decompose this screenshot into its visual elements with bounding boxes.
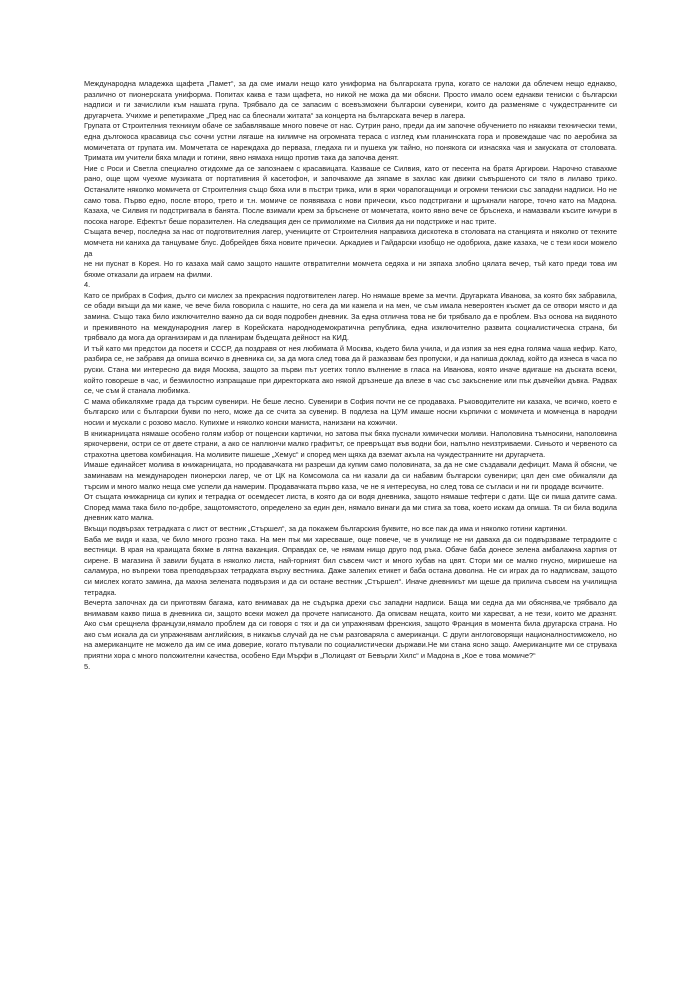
chapter-number-5: 5. (84, 661, 91, 671)
paragraph-3: Ние с Роси и Светла специално отидохме да се запознаем с красавицата. Казваше се Силвия, като от песента на братя Аргирови. Нарочно ставахме рано, още щом чуехме музиката от портативния й касетофон, и започвахме да зяпаме в захлас как движи съвършеното си тяло в лилаво трико. Останалите няколко момичета от Строителния също бяха или в пъстри трика, или в ярки чорапогащници и огромни тениски със западни надписи. Но не само това. Първо едно, после второ, трето и т.н. момиче се появяваха с нови прически, късо подстригани и щръкнали нагоре, точно като на Мадона. Казаха, че Силвия ги подстригвала в банята. После взимали крем за бръснене от момчетата, които явно вече се бръснеха, и намазвали късите кичури в посока нагоре. Ефектът беше поразителен. На следващия ден се примолихме на Силвия да ни подстриже и нас трите. (84, 163, 617, 226)
paragraph-2: Групата от Строителния техникум обаче се забавляваше много повече от нас. Сутрин рано, преди да им започне обучението по някакви технически теми, една дългокоса красавица със сочни устни лягаше на килимче на огромната тераса с изглед към планинската гора и провеждаше час по аеробика за момичетата от групата им. Момчетата се нареждаха до перваза, гледаха ги и пушеха уж тайно, но понякога си изнасяха чая и закуската от столовата. Тримата им учители бяха млади и готини, явно нямаха нищо против така да започва денят. (84, 121, 617, 163)
paragraph-11: От същата книжарница си купих и тетрадка от осемдесет листа, в която да си водя дневника, защото нямаше тефтери с дати. Ще си пиша датите сама. Според мама така било по-добре, защотомястото, определено за един ден, нямало винаги да ми стига за това, което искам да опиша. Тя си била водила дневник като малка. (84, 492, 617, 523)
paragraph-14: Вечерта започнах да си приготвям багажа, като внимавах да не съдържа дрехи със западни надписи. Баща ми седна да ми обяснява,че трябвало да внимавам какво пиша в дневника си, защото всеки можел да прочете написаното. Да описвам нещата, които ми харесват, а не тези, които ме дразнят. Ако съм срещнела французи,нямало проблем да си говоря с тях и да си упражнявам френския, защото Франция в момента била другарска страна. Но ако съм искала да си упражнявам английския, в никакъв случай да не съм разговаряла с американци. С други англоговорящи националностиможело, но на американците не можело да им се има доверие, когато пътували по социалистически държави.Не ми стана ясно защо. Американците ми се струваха приятни хора с много положителни качества, особено Еди Мърфи в „Полицаят от Бевърли Хилс“ и Мадона в „Кое е това момиче?“ (84, 598, 617, 661)
paragraph-5: не ни пуснат в Корея. Но го казаха май само защото нашите отвратителни момчета седяха и ни зяпаха злобно цялата вечер, тъй като преди това им бяхме отказали да играем на филми. (84, 259, 617, 279)
document-page (84, 79, 617, 672)
paragraph-4: Същата вечер, последна за нас от подготвителния лагер, учениците от Строителния направиха дискотека в столовата на станцията и няколко от техните момчета ни каниха да танцуваме блус. Добрейдев бяха новите прически. Аркадиев и Гайдарски изобщо не одобриха, даже казаха, че с тези коси можело да (84, 227, 617, 258)
paragraph-9: В книжарницата нямаше особено голям избор от пощенски картички, но затова пък бяха пуснали химически моливи. Наполовина тъмносини, наполовина яркочервени, остри се от двете страни, а ако се наплюнчи малко графитът, се превръщат във водни бои, напълно неизтриваеми. Синьото и червеното са страхотна цветова комбинация. На моливите пишеше „Хемус“ и според мен щяха да вземат акъла на чуждестранните ни другарчета. (84, 428, 617, 459)
paragraph-6: Като се прибрах в София, дълго си мислех за прекрасния подготвителен лагер. Но нямаше време за мечти. Другарката Иванова, за която бях забравила, се обади вкъщи да ми каже, че вече била говорила с нашите, но сега да ми кажела и на мен, че съм имала невероятен късмет да се отвори място и да замина. Също така било изключително важно да си водя подробен дневник. За една отлична това не би трябвало да е проблем. Въз основа на видяното и преживяното на международния лагер в Корейската народнодемократична република, една изключително развита социалистическа страна, би трябвало да мога да организирам и да планирам бъдещата дейност на КИД. (84, 290, 617, 343)
chapter-number-4: 4. (84, 280, 91, 290)
paragraph-8: С мама обикаляхме града да търсим сувенири. Не беше лесно. Сувенири в София почти не се продаваха. Ръководителите ни казаха, че всичко, което е българско или с български букви по него, може да се счита за сувенир. В подлеза на ЦУМ имаше носни кърпички с момичета и момченца в народни носии и мускали с розово масло. Купихме и няколко конски маниста, нанизани на кожички. (84, 396, 617, 427)
paragraph-10: Имаше единайсет молива в книжарницата, но продавачката ни разреши да купим само половината, за да не сме създавали дефицит. Мама й обясни, че заминавам на международен пионерски лагер, че от ЦК на Комсомола са ни казали да си набавим български сувенири; цял ден сме обикаляли да търсим и много малко неща сме успели да намерим. Продавачката първо каза, че не я интересува, но след това се съгласи и ни ги продаде всичките. (84, 460, 617, 491)
paragraph-12: Вкъщи подвързах тетрадката с лист от вестник „Стършел“, за да покажем българския буквите, но все пак да има и няколко готини картинки. (84, 523, 568, 533)
paragraph-1: Международна младежка щафета „Памет“, за да сме имали нещо като униформа на българската група, когато се наложи да облечем нещо еднакво, различно от пионерската униформа. Попитах каква е тази щафета, но никой не можа да ми обясни. Просто имало осем еднакви тениски с български надписи и ги зачислили към нашата група. Трябвало да се запасим с всевъзможни български сувенири, които да разменяме с чуждестранните си другарчета. Учихме и репетирахме „Пред нас са блеснали житата“ за концерта на българската вечер в лагера. (84, 79, 617, 120)
paragraph-13: Баба ме видя и каза, че било много грозно така. На мен пък ми харесваше, още повече, че в училище не ни даваха да си подвързваме тетрадките с вестници. В края на краищата бяхме в лятна ваканция. Оправдах се, че нямам нищо друго под ръка. Обаче баба донесе зелена амбалажна хартия от сирене. В магазина й завили буцата в няколко листа, най-горният бил съвсем чист и много хубав на цвят. Стори ми се малко гнусно, миришеше на саламура, но въпреки това преподвързах тетрадката върху вестника. Даже залепих етикет и баба остана доволна. Не си играх да го надписвам, защото си мислех когато замина, да махна зелената подвързия и да си остане вестник „Стършел“. Иначе дневникът ми щеше да прилича съвсем на училищна тетрадка. (84, 534, 617, 597)
paragraph-7: И тъй като ми предстои да посетя и СССР, да поздравя от нея любимата й Москва, където била учила, и да изпия за нея една голяма чаша кефир. Като, разбира се, не забравя да опиша всичко в дневника си, за да мога след това да й разказвам без пропуски, и да напиша доклад, който да изнеса в часа по руски. Стана ми интересно да видя Москва, защото за първи път усетих топло вълнение в гласа на Иванова, която иначе вдигаше на дъската всеки, който говореше в час, и безмилостно изпращаше при директорката ако някой дръзнеше да влезе в час със закъснение или пък дъвчейки дъвка. Радвах се, че съм й станала любимка. (84, 343, 617, 396)
